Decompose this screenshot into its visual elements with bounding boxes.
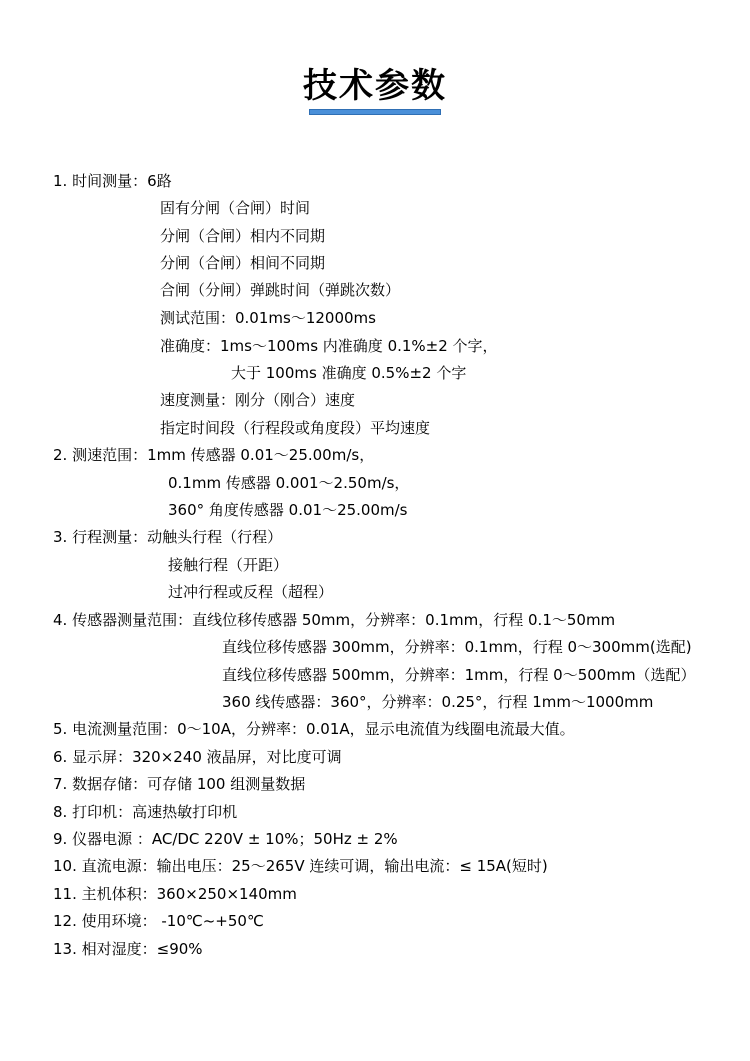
spec-line-environment: 12. 使用环境： -10℃~+50℃ bbox=[53, 912, 264, 930]
spec-line-speed-range: 2. 测速范围：1mm 传感器 0.01～25.00m/s， bbox=[53, 446, 375, 464]
spec-line: 360° 角度传感器 0.01～25.00m/s bbox=[168, 501, 408, 519]
spec-line-sensor-range: 4. 传感器测量范围：直线位移传感器 50mm，分辨率：0.1mm，行程 0.1～50mm bbox=[53, 611, 616, 629]
title-underline bbox=[309, 109, 441, 115]
spec-line-dc-supply: 10. 直流电源：输出电压：25～265V 连续可调，输出电流：≤ 15A(短时) bbox=[53, 857, 548, 875]
spec-line: 测试范围：0.01ms～12000ms bbox=[160, 309, 376, 327]
spec-line: 速度测量：刚分（刚合）速度 bbox=[160, 391, 356, 409]
spec-line: 直线位移传感器 300mm，分辨率：0.1mm，行程 0～300mm(选配) bbox=[222, 638, 692, 656]
spec-line-humidity: 13. 相对湿度：≤90% bbox=[53, 940, 203, 958]
spec-line: 360 线传感器：360°，分辨率：0.25°，行程 1mm～1000mm bbox=[222, 693, 654, 711]
spec-line-current-range: 5. 电流测量范围：0～10A，分辨率：0.01A，显示电流值为线圈电流最大值。 bbox=[53, 720, 575, 738]
spec-line-storage: 7. 数据存储：可存储 100 组测量数据 bbox=[53, 775, 306, 793]
spec-line-volume: 11. 主机体积：360×250×140mm bbox=[53, 885, 297, 903]
spec-line: 过冲行程或反程（超程） bbox=[168, 583, 334, 601]
spec-line-display: 6. 显示屏：320×240 液晶屏，对比度可调 bbox=[53, 748, 342, 766]
spec-line: 接触行程（开距） bbox=[168, 556, 289, 574]
spec-line-time-measure: 1. 时间测量：6路 bbox=[53, 172, 172, 190]
spec-line: 直线位移传感器 500mm，分辨率：1mm，行程 0～500mm（选配） bbox=[222, 666, 696, 684]
page-title: 技术参数 bbox=[303, 66, 447, 106]
spec-line-power: 9. 仪器电源 ：AC/DC 220V ± 10%；50Hz ± 2% bbox=[53, 830, 398, 848]
spec-line: 分闸（合闸）相间不同期 bbox=[160, 254, 326, 272]
spec-line: 准确度：1ms～100ms 内准确度 0.1%±2 个字， bbox=[160, 337, 498, 355]
spec-line: 合闸（分闸）弹跳时间（弹跳次数） bbox=[160, 281, 401, 299]
spec-line: 0.1mm 传感器 0.001～2.50m/s， bbox=[168, 474, 410, 492]
spec-line-travel-measure: 3. 行程测量：动触头行程（行程） bbox=[53, 528, 283, 546]
spec-line: 指定时间段（行程段或角度段）平均速度 bbox=[160, 419, 431, 437]
spec-line: 大于 100ms 准确度 0.5%±2 个字 bbox=[231, 364, 467, 382]
spec-line: 分闸（合闸）相内不同期 bbox=[160, 227, 326, 245]
spec-line: 固有分闸（合闸）时间 bbox=[160, 199, 311, 217]
spec-line-printer: 8. 打印机：高速热敏打印机 bbox=[53, 803, 238, 821]
